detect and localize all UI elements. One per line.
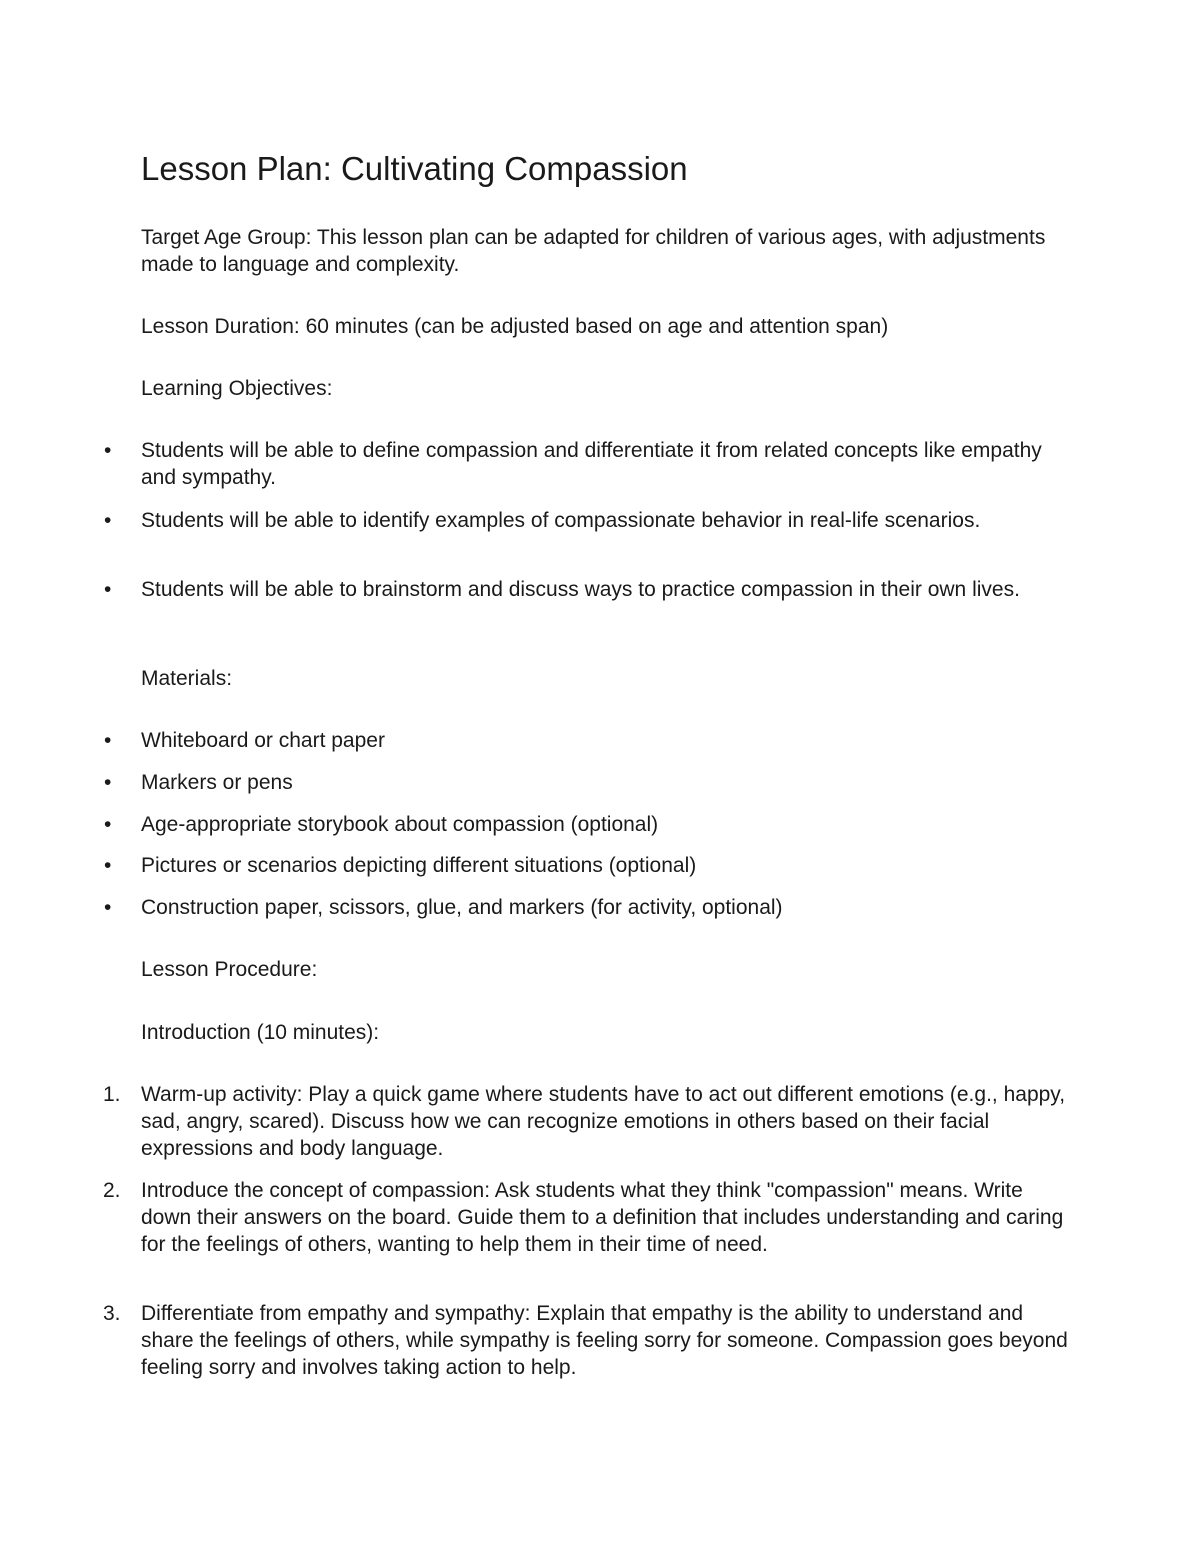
bullet-icon: • bbox=[104, 439, 112, 462]
material-text: Construction paper, scissors, glue, and markers (for activity, optional) bbox=[141, 896, 783, 919]
step-number: 3. bbox=[103, 1302, 121, 1325]
material-item bbox=[104, 894, 1076, 921]
lesson-procedure-heading: Lesson Procedure: bbox=[141, 958, 318, 981]
step-text: Introduce the concept of compassion: Ask students what they think "compassion" means. Write down their answers on the board. Guide them to a definition that includes understanding and caring for the feelings of others, wanting to help them in their time of need. bbox=[141, 1179, 1064, 1256]
bullet-icon: • bbox=[104, 509, 112, 532]
material-text: Whiteboard or chart paper bbox=[141, 729, 385, 752]
introduction-heading: Introduction (10 minutes): bbox=[141, 1021, 380, 1044]
bullet-icon: • bbox=[104, 578, 112, 601]
step-number: 2. bbox=[103, 1179, 121, 1202]
introduction-step bbox=[103, 1300, 1076, 1381]
material-text: Markers or pens bbox=[141, 771, 293, 794]
learning-objectives-heading: Learning Objectives: bbox=[141, 377, 333, 400]
target-age-group: Target Age Group: This lesson plan can be adapted for children of various ages, with adjustments made to language and complexity. bbox=[141, 226, 1046, 276]
objective-item bbox=[104, 437, 1076, 491]
material-item bbox=[104, 727, 1076, 754]
bullet-icon: • bbox=[104, 813, 112, 836]
materials-heading: Materials: bbox=[141, 667, 233, 690]
lesson-duration: Lesson Duration: 60 minutes (can be adjusted based on age and attention span) bbox=[141, 315, 889, 338]
objective-text: Students will be able to define compassion and differentiate it from related concepts like empathy and sympathy. bbox=[141, 439, 1042, 489]
material-item bbox=[104, 769, 1076, 796]
step-text: Differentiate from empathy and sympathy: Explain that empathy is the ability to understand and share the feelings of others, while sympathy is feeling sorry for someone. Compassion goes beyond feeling sorry and involves taking action to help. bbox=[141, 1302, 1068, 1379]
introduction-step bbox=[103, 1081, 1076, 1162]
document-title: Lesson Plan: Cultivating Compassion bbox=[141, 150, 688, 187]
material-text: Age-appropriate storybook about compassion (optional) bbox=[141, 813, 659, 836]
introduction-step bbox=[103, 1177, 1076, 1258]
objective-text: Students will be able to identify examples of compassionate behavior in real-life scenarios. bbox=[141, 509, 981, 532]
step-number: 1. bbox=[103, 1083, 121, 1106]
bullet-icon: • bbox=[104, 854, 112, 877]
bullet-icon: • bbox=[104, 771, 112, 794]
bullet-icon: • bbox=[104, 729, 112, 752]
objective-item bbox=[104, 507, 1076, 534]
step-text: Warm-up activity: Play a quick game where students have to act out different emotions (e.g., happy, sad, angry, scared). Discuss how we can recognize emotions in others based on their facial expressions and body language. bbox=[141, 1083, 1066, 1160]
objective-item bbox=[104, 576, 1076, 603]
material-text: Pictures or scenarios depicting different situations (optional) bbox=[141, 854, 697, 877]
material-item bbox=[104, 811, 1076, 838]
material-item bbox=[104, 852, 1076, 879]
bullet-icon: • bbox=[104, 896, 112, 919]
objective-text: Students will be able to brainstorm and discuss ways to practice compassion in their own lives. bbox=[141, 578, 1020, 601]
